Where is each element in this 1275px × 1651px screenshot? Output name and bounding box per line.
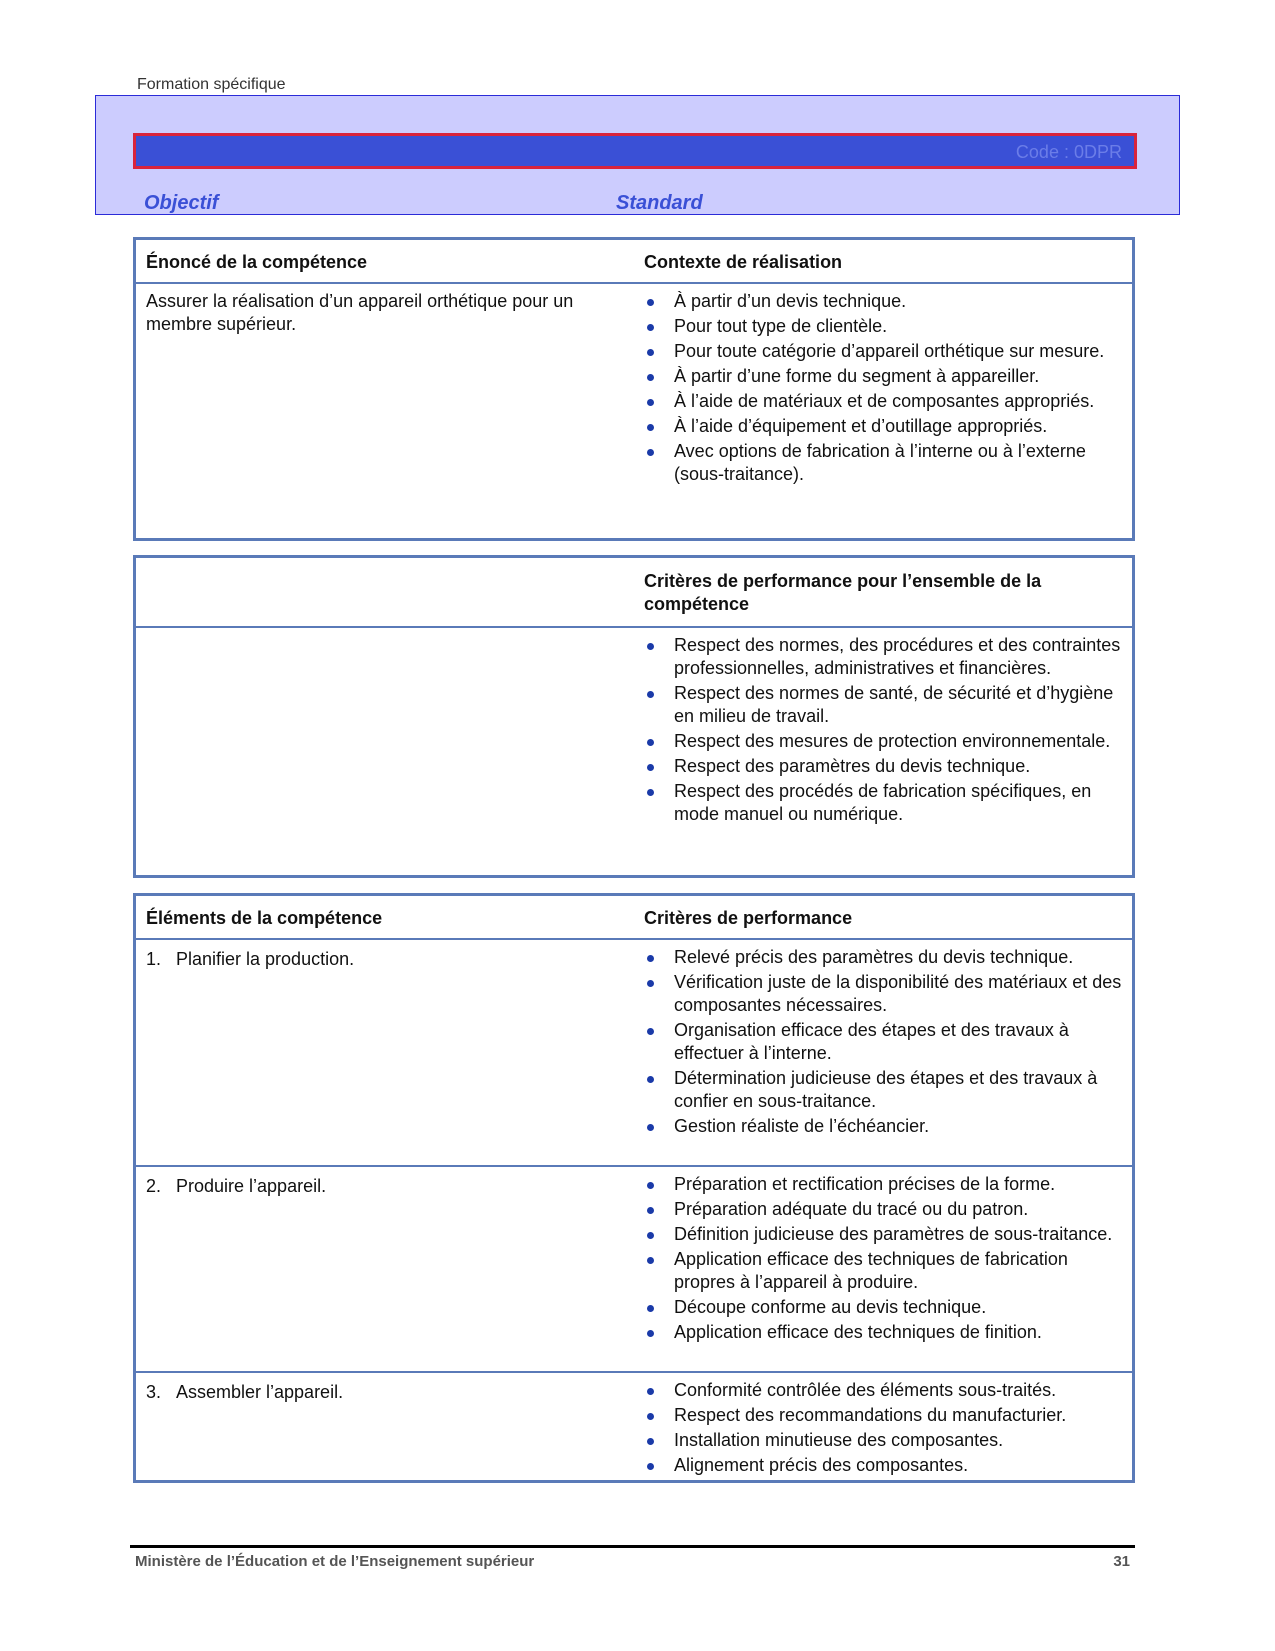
list-item: Respect des recommandations du manufacturier. <box>644 1404 1124 1427</box>
elements-box <box>133 893 1135 1483</box>
standard-title: Standard <box>616 192 703 214</box>
page-number: 31 <box>1113 1553 1130 1570</box>
global-criteria-header: Critères de performance pour l’ensemble de la compétence <box>644 571 1042 614</box>
criteria-list <box>644 1173 1124 1344</box>
element-row <box>136 1371 1132 1483</box>
global-criteria-list <box>644 634 1124 826</box>
list-item: Avec options de fabrication à l’interne ou à l’externe (sous-traitance). <box>644 440 1124 486</box>
code-bar <box>133 133 1137 169</box>
context-header: Contexte de réalisation <box>644 252 843 272</box>
list-item: Conformité contrôlée des éléments sous-traités. <box>644 1379 1124 1402</box>
element-number: 1. <box>146 949 162 969</box>
list-item: Respect des normes, des procédures et des contraintes professionnelles, administratives et financières. <box>644 634 1124 680</box>
element-label <box>146 1175 616 1198</box>
elements-header: Éléments de la compétence <box>146 908 383 928</box>
criteria-list <box>644 946 1124 1138</box>
list-item: Découpe conforme au devis technique. <box>644 1296 1124 1319</box>
element-text: Planifier la production. <box>176 949 355 969</box>
list-item: Respect des normes de santé, de sécurité et d’hygiène en milieu de travail. <box>644 682 1124 728</box>
list-item: Respect des mesures de protection environnementale. <box>644 730 1124 753</box>
element-row <box>136 938 1132 1165</box>
code-value: 0DPR <box>1073 142 1122 162</box>
elements-header-row <box>136 896 1132 938</box>
list-item: Application efficace des techniques de fabrication propres à l’appareil à produire. <box>644 1248 1124 1294</box>
statement-box <box>133 237 1135 541</box>
statement-header: Énoncé de la compétence <box>146 252 368 272</box>
list-item: Détermination judicieuse des étapes et des travaux à confier en sous-traitance. <box>644 1067 1124 1113</box>
section-label: Formation spécifique <box>137 76 286 93</box>
element-text: Assembler l’appareil. <box>176 1382 344 1402</box>
element-number: 2. <box>146 1176 162 1196</box>
objective-title: Objectif <box>144 192 219 214</box>
global-criteria-header-row <box>136 558 1132 626</box>
criteria-list <box>644 1379 1124 1477</box>
list-item: Préparation adéquate du tracé ou du patron. <box>644 1198 1124 1221</box>
element-row <box>136 1165 1132 1371</box>
competency-code <box>1016 142 1122 163</box>
statement-header-row <box>136 240 1132 282</box>
list-item: Application efficace des techniques de finition. <box>644 1321 1124 1344</box>
list-item: Alignement précis des composantes. <box>644 1454 1124 1477</box>
element-label <box>146 948 616 971</box>
list-item: Gestion réaliste de l’échéancier. <box>644 1115 1124 1138</box>
competency-statement: Assurer la réalisation d’un appareil orthétique pour un membre supérieur. <box>146 291 574 334</box>
list-item: Définition judicieuse des paramètres de sous-traitance. <box>644 1223 1124 1246</box>
list-item: Respect des paramètres du devis technique. <box>644 755 1124 778</box>
list-item: Installation minutieuse des composantes. <box>644 1429 1124 1452</box>
criteria-header: Critères de performance <box>644 908 853 928</box>
list-item: À l’aide de matériaux et de composantes appropriés. <box>644 390 1124 413</box>
list-item: Organisation efficace des étapes et des travaux à effectuer à l’interne. <box>644 1019 1124 1065</box>
list-item: Pour tout type de clientèle. <box>644 315 1124 338</box>
list-item: Respect des procédés de fabrication spécifiques, en mode manuel ou numérique. <box>644 780 1124 826</box>
list-item: Préparation et rectification précises de la forme. <box>644 1173 1124 1196</box>
list-item: À partir d’une forme du segment à appareiller. <box>644 365 1124 388</box>
header-band <box>95 95 1180 215</box>
element-text: Produire l’appareil. <box>176 1176 327 1196</box>
list-item: Relevé précis des paramètres du devis technique. <box>644 946 1124 969</box>
global-criteria-box <box>133 555 1135 878</box>
statement-body-row <box>136 282 1132 534</box>
global-criteria-body-row <box>136 626 1132 878</box>
footer-rule <box>130 1545 1135 1548</box>
list-item: À partir d’un devis technique. <box>644 290 1124 313</box>
list-item: À l’aide d’équipement et d’outillage appropriés. <box>644 415 1124 438</box>
code-label: Code : <box>1015 142 1069 162</box>
element-label <box>146 1381 616 1404</box>
context-list <box>644 290 1124 486</box>
list-item: Vérification juste de la disponibilité des matériaux et des composantes nécessaires. <box>644 971 1124 1017</box>
element-number: 3. <box>146 1382 162 1402</box>
footer-ministry: Ministère de l’Éducation et de l’Enseignement supérieur <box>135 1553 535 1570</box>
list-item: Pour toute catégorie d’appareil orthétique sur mesure. <box>644 340 1124 363</box>
